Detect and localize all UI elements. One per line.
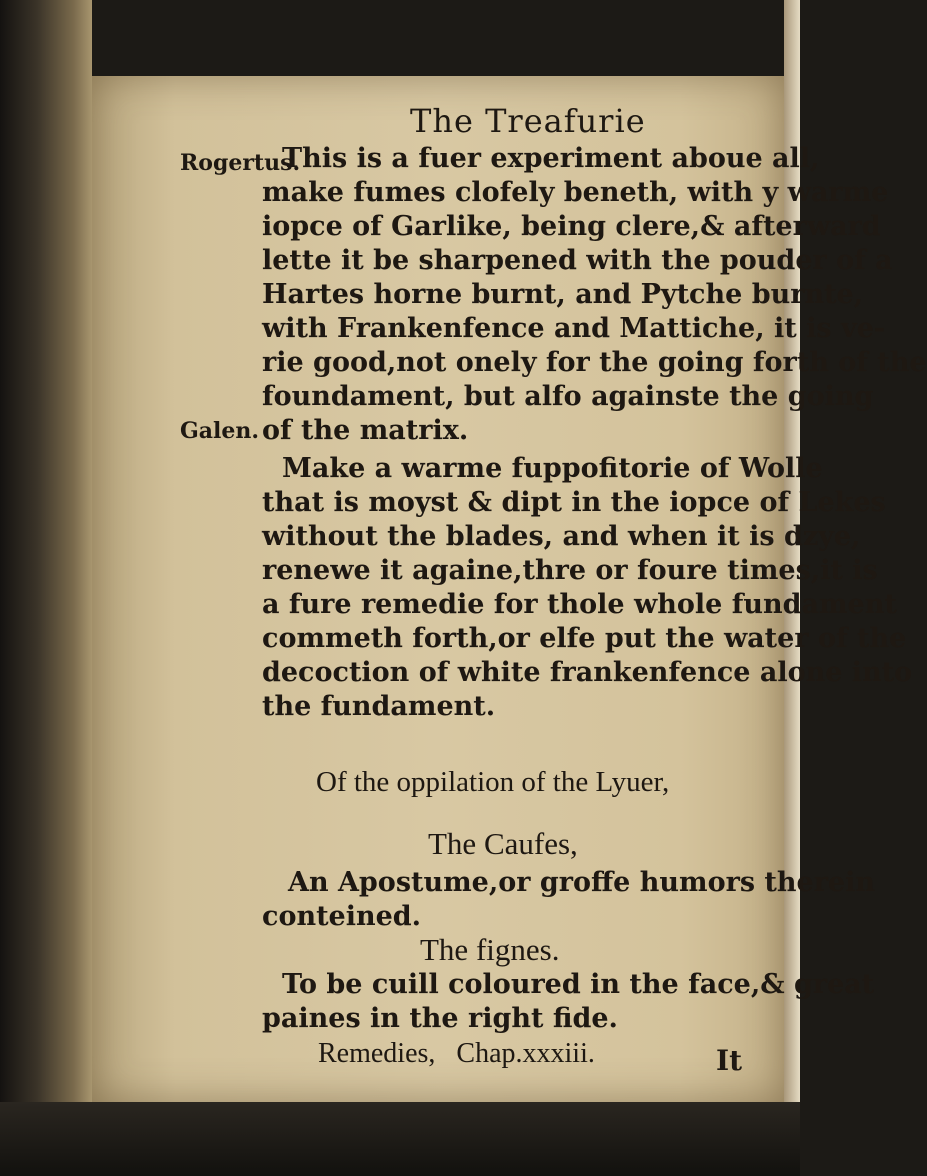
catchword: It bbox=[716, 1044, 743, 1077]
causes-line: conteined. bbox=[262, 901, 422, 932]
paragraph-1-line: lette it be sharpened with the pouder of a bbox=[262, 245, 893, 276]
paragraph-1-line: of the matrix. bbox=[262, 415, 469, 446]
margin-note-galen: Galen. bbox=[180, 418, 260, 444]
paragraph-1-line: rie good,not onely for the going forth of the bbox=[262, 347, 927, 378]
section-heading: Of the oppilation of the Lyuer, bbox=[316, 766, 670, 798]
paragraph-2-line: renewe it againe,thre or foure times,it is bbox=[262, 555, 878, 586]
paragraph-2-line: without the blades, and when it is dzye, bbox=[262, 521, 861, 552]
paragraph-2-line: decoction of white frankenfence alone into bbox=[262, 657, 913, 688]
bottom-shadow bbox=[0, 1102, 800, 1176]
paragraph-1-line: This is a fuer experiment aboue all, bbox=[282, 143, 820, 174]
paragraph-1-line: with Frankenfence and Mattiche, it is ve- bbox=[262, 313, 886, 344]
paragraph-2-line: the fundament. bbox=[262, 691, 496, 722]
causes-line: An Apostume,or groffe humors therein bbox=[288, 867, 875, 898]
paragraph-2-line: that is moyst & dipt in the iopce of Lekes bbox=[262, 487, 886, 518]
paragraph-1-line: foundament, but alfo againste the going bbox=[262, 381, 874, 412]
remedies-chapter-line: Remedies, Chap.xxxiii. bbox=[318, 1038, 595, 1069]
signes-line: To be cuill coloured in the face,& great bbox=[282, 969, 875, 1000]
paragraph-1-line: Hartes horne burnt, and Pytche burnte, bbox=[262, 279, 864, 310]
causes-heading: The Caufes, bbox=[428, 826, 578, 861]
margin-note-rogertus: Rogertus. bbox=[180, 150, 301, 176]
book-spine-shadow bbox=[0, 0, 92, 1176]
running-title: The Treafurie bbox=[410, 102, 646, 140]
paragraph-2-line: commeth forth,or elfe put the water of the bbox=[262, 623, 907, 654]
signes-heading: The fignes. bbox=[420, 932, 560, 967]
paragraph-2-line: a fure remedie for thole whole fundament bbox=[262, 589, 897, 620]
paragraph-1-line: make fumes clofely beneth, with y warme bbox=[262, 177, 889, 208]
signes-line: paines in the right fide. bbox=[262, 1003, 618, 1034]
paragraph-1-line: iopce of Garlike, being clere,& afterward bbox=[262, 211, 881, 242]
paragraph-2-line: Make a warme fuppofitorie of Wolle bbox=[282, 453, 823, 484]
